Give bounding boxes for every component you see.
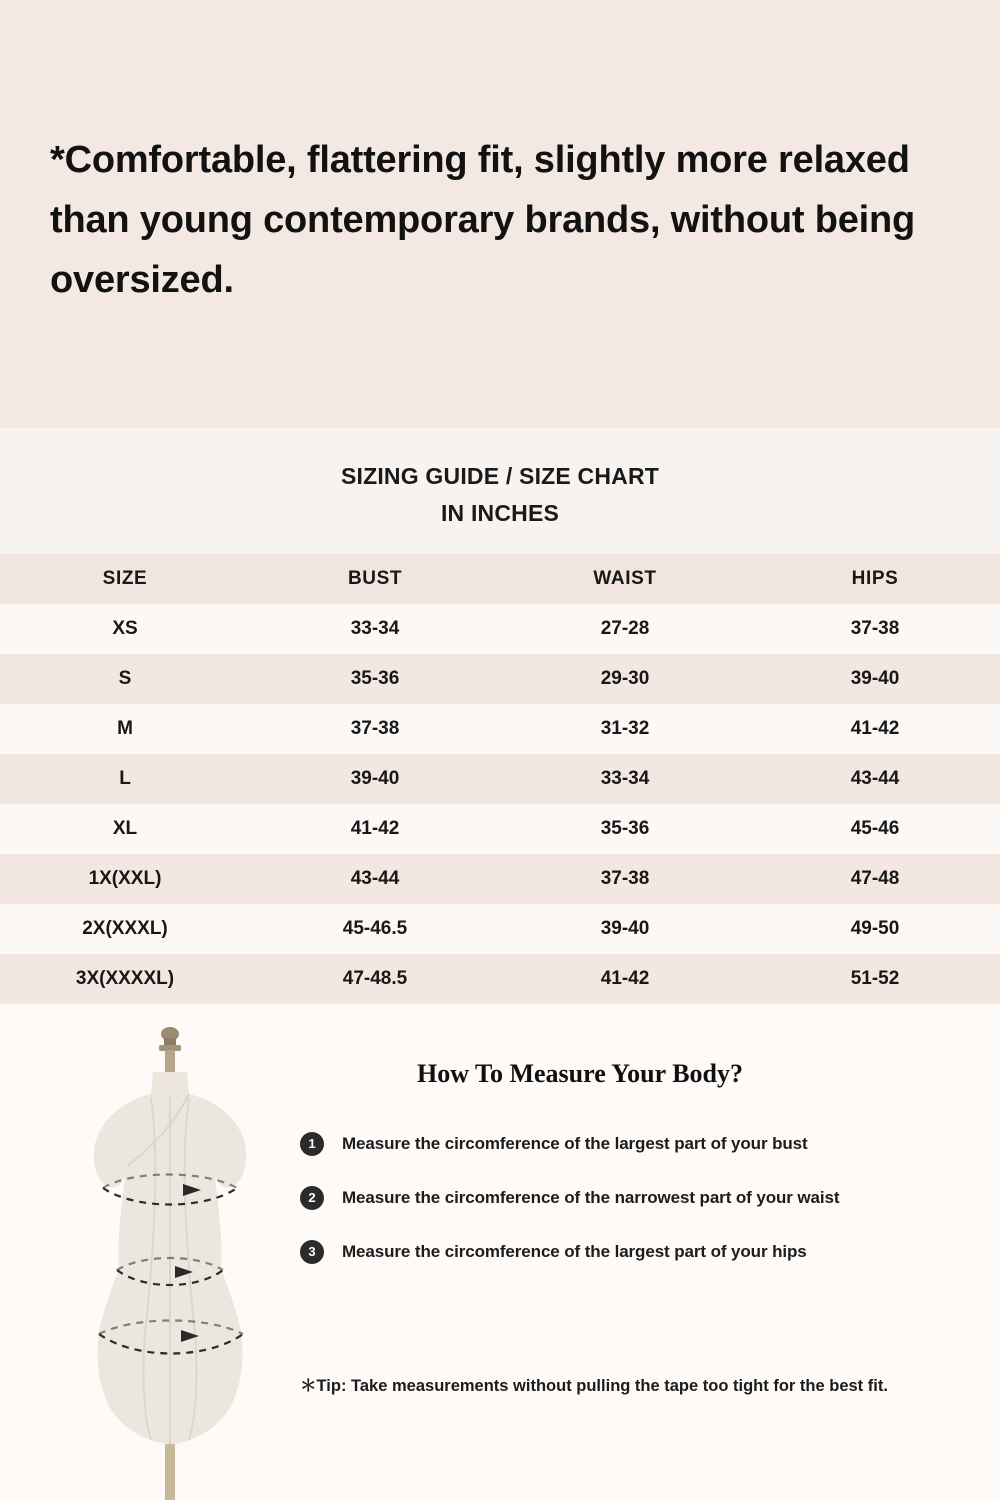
cell-size: 3X(XXXXL) [75, 967, 175, 989]
fit-note-text: *Comfortable, flattering fit, slightly more relaxed than young contemporary brands, without being oversized. [50, 139, 916, 302]
mannequin-svg [55, 1014, 285, 1500]
list-item [300, 1240, 960, 1264]
fit-note-banner [0, 0, 1000, 428]
cell-bust: 37-38 [350, 717, 400, 739]
cell-size: 1X(XXL) [88, 867, 162, 889]
cell-hips: 45-46 [850, 817, 900, 839]
cell-hips: 51-52 [850, 967, 900, 989]
cell-waist: 41-42 [600, 967, 650, 989]
size-chart-table [0, 554, 1000, 1004]
cell-size: M [117, 717, 133, 739]
measure-steps-list [300, 1132, 960, 1294]
cell-bust: 33-34 [350, 617, 400, 639]
cell-waist: 27-28 [600, 617, 650, 639]
table-header-row [0, 554, 1000, 604]
step-text: Measure the circomference of the largest part of your bust [342, 1133, 808, 1153]
measure-tip-text: ＊Tip: Take measurements without pulling the tape too tight for the best fit. [300, 1376, 888, 1395]
size-chart-title-line1: SIZING GUIDE / SIZE CHART [340, 463, 660, 489]
cell-size: L [119, 767, 131, 789]
step-text: Measure the circomference of the largest part of your hips [342, 1241, 807, 1261]
cell-waist: 35-36 [600, 817, 650, 839]
table-row [0, 854, 1000, 904]
column-header-hips: HIPS [851, 567, 899, 589]
step-number-badge: 3 [300, 1240, 324, 1264]
column-header-waist: WAIST [593, 567, 657, 589]
dress-form-mannequin-illustration [55, 1014, 285, 1500]
cell-size: S [118, 667, 132, 689]
cell-hips: 43-44 [850, 767, 900, 789]
column-header-size: SIZE [102, 567, 148, 589]
size-chart-title-line2: IN INCHES [440, 499, 560, 526]
mannequin-finial [159, 1027, 181, 1072]
cell-hips: 41-42 [850, 717, 900, 739]
cell-hips: 37-38 [850, 617, 900, 639]
table-row [0, 904, 1000, 954]
cell-bust: 45-46.5 [342, 917, 408, 939]
mannequin-stand-pole [165, 1444, 175, 1500]
size-chart-body [0, 604, 1000, 1004]
cell-waist: 37-38 [600, 867, 650, 889]
cell-hips: 49-50 [850, 917, 900, 939]
list-item [300, 1132, 960, 1156]
cell-bust: 41-42 [350, 817, 400, 839]
list-item [300, 1186, 960, 1210]
table-row [0, 604, 1000, 654]
size-chart-head [0, 554, 1000, 604]
how-to-measure-title: How To Measure Your Body? [416, 1058, 743, 1088]
cell-bust: 43-44 [350, 867, 400, 889]
size-chart-title [0, 458, 1000, 532]
how-to-measure-section [0, 1004, 1000, 1500]
table-row [0, 654, 1000, 704]
cell-size: XL [112, 817, 138, 839]
table-row [0, 804, 1000, 854]
cell-bust: 35-36 [350, 667, 400, 689]
column-header-bust: BUST [347, 567, 403, 589]
cell-hips: 39-40 [850, 667, 900, 689]
cell-waist: 29-30 [600, 667, 650, 689]
cell-waist: 33-34 [600, 767, 650, 789]
cell-bust: 39-40 [350, 767, 400, 789]
cell-hips: 47-48 [850, 867, 900, 889]
step-number-badge: 2 [300, 1186, 324, 1210]
cell-size: 2X(XXXL) [82, 917, 168, 939]
table-row [0, 754, 1000, 804]
cell-waist: 31-32 [600, 717, 650, 739]
size-chart-section [0, 428, 1000, 1004]
cell-size: XS [112, 617, 138, 639]
cell-bust: 47-48.5 [342, 967, 408, 989]
table-row [0, 954, 1000, 1004]
step-text: Measure the circomference of the narrowest part of your waist [342, 1187, 840, 1207]
cell-waist: 39-40 [600, 917, 650, 939]
step-number-badge: 1 [300, 1132, 324, 1156]
mannequin-neck [151, 1072, 189, 1094]
table-row [0, 704, 1000, 754]
